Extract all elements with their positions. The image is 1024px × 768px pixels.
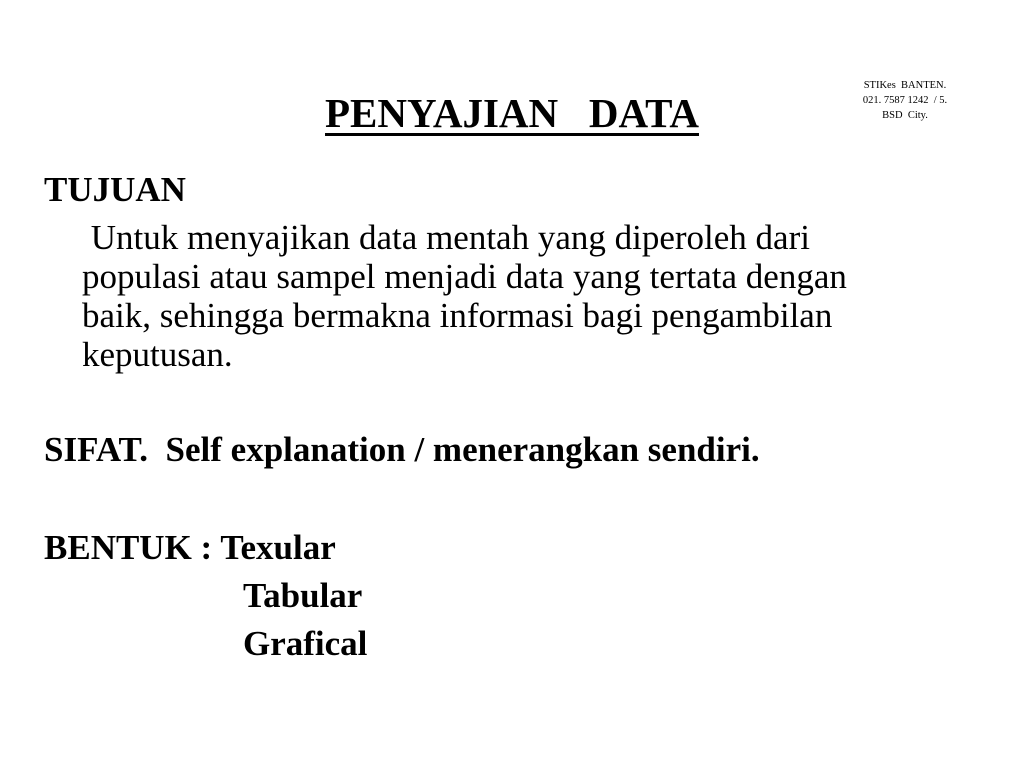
institution-note-line-1: STIKes BANTEN. xyxy=(863,80,947,91)
tujuan-line-4: keputusan. xyxy=(82,335,233,374)
sifat-statement: SIFAT. Self explanation / menerangkan sendiri. xyxy=(44,430,760,469)
tujuan-line-2: populasi atau sampel menjadi data yang tertata dengan xyxy=(82,257,847,296)
bentuk-list xyxy=(44,524,367,668)
bentuk-label: BENTUK : xyxy=(44,528,221,567)
institution-note-line-3: BSD City. xyxy=(882,110,928,121)
institution-note-line-2: 021. 7587 1242 / 5. xyxy=(862,95,948,106)
tujuan-line-1: Untuk menyajikan data mentah yang diperoleh dari xyxy=(82,218,810,257)
bentuk-item-texular: Texular xyxy=(220,528,336,567)
tujuan-paragraph xyxy=(82,218,972,374)
slide-title-container xyxy=(0,88,1024,138)
bentuk-row-1 xyxy=(44,524,367,572)
tujuan-heading: TUJUAN xyxy=(44,170,186,209)
bentuk-item-grafical: Grafical xyxy=(243,624,368,663)
bentuk-item-tabular: Tabular xyxy=(243,576,363,615)
slide-title: PENYAJIAN DATA xyxy=(325,90,699,136)
tujuan-line-3: baik, sehingga bermakna informasi bagi pengambilan xyxy=(82,296,833,335)
